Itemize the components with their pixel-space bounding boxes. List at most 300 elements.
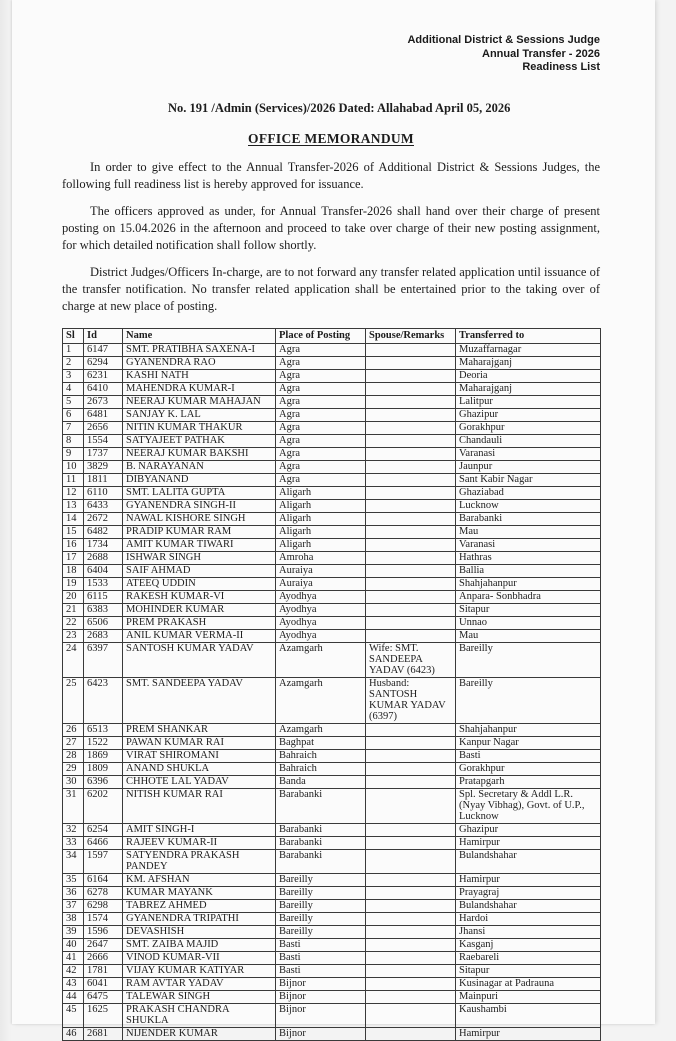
table-cell: Ayodhya — [276, 616, 366, 629]
table-cell: 6110 — [84, 486, 123, 499]
table-cell — [366, 823, 456, 836]
table-cell: 14 — [63, 512, 84, 525]
table-row — [63, 603, 601, 616]
table-cell: 10 — [63, 460, 84, 473]
table-cell: SMT. ZAIBA MAJID — [123, 938, 276, 951]
table-row — [63, 938, 601, 951]
table-cell: Kaushambi — [456, 1003, 601, 1027]
table-cell: Deoria — [456, 369, 601, 382]
table-cell: Ghazipur — [456, 823, 601, 836]
table-cell: 22 — [63, 616, 84, 629]
table-cell: 27 — [63, 736, 84, 749]
memo-paragraph-1: In order to give effect to the Annual Transfer-2026 of Additional District & Sessions Judges, the following full readiness list is hereby approved for issuance. — [62, 159, 600, 191]
table-cell: Azamgarh — [276, 723, 366, 736]
table-cell: 1869 — [84, 749, 123, 762]
table-cell: 6506 — [84, 616, 123, 629]
table-cell: Barabanki — [456, 512, 601, 525]
table-cell: 46 — [63, 1027, 84, 1040]
table-cell: CHHOTE LAL YADAV — [123, 775, 276, 788]
table-cell: 37 — [63, 899, 84, 912]
table-cell: Mau — [456, 525, 601, 538]
table-cell: PRAKASH CHANDRA SHUKLA — [123, 1003, 276, 1027]
table-cell: Prayagraj — [456, 886, 601, 899]
table-cell: Lucknow — [456, 499, 601, 512]
table-cell: 28 — [63, 749, 84, 762]
table-cell: 6147 — [84, 343, 123, 356]
table-cell: 42 — [63, 964, 84, 977]
table-cell: Bareilly — [456, 677, 601, 723]
table-cell: 6383 — [84, 603, 123, 616]
table-cell: 6294 — [84, 356, 123, 369]
table-cell: 39 — [63, 925, 84, 938]
table-cell: Auraiya — [276, 564, 366, 577]
table-row — [63, 538, 601, 551]
table-cell: 6278 — [84, 886, 123, 899]
table-cell: 1781 — [84, 964, 123, 977]
table-row — [63, 977, 601, 990]
table-row — [63, 886, 601, 899]
table-cell: NITISH KUMAR RAI — [123, 788, 276, 823]
doc-header-line2: Annual Transfer - 2026 — [482, 47, 600, 60]
table-cell: 1737 — [84, 447, 123, 460]
table-cell: 6475 — [84, 990, 123, 1003]
table-cell: SMT. LALITA GUPTA — [123, 486, 276, 499]
table-cell: VINOD KUMAR-VII — [123, 951, 276, 964]
table-cell: Hamirpur — [456, 873, 601, 886]
table-cell: Sant Kabir Nagar — [456, 473, 601, 486]
table-cell: 2656 — [84, 421, 123, 434]
table-cell: 6410 — [84, 382, 123, 395]
table-cell: Spl. Secretary & Addl L.R. (Nyay Vibhag), Govt. of U.P., Lucknow — [456, 788, 601, 823]
table-row — [63, 749, 601, 762]
table-row — [63, 762, 601, 775]
table-cell — [366, 525, 456, 538]
table-cell: 4 — [63, 382, 84, 395]
column-header-name: Name — [123, 328, 276, 343]
table-row — [63, 925, 601, 938]
table-cell: MAHENDRA KUMAR-I — [123, 382, 276, 395]
table-cell: 1533 — [84, 577, 123, 590]
table-cell: Hardoi — [456, 912, 601, 925]
table-row — [63, 677, 601, 723]
table-cell — [366, 775, 456, 788]
table-cell — [366, 1027, 456, 1040]
table-row — [63, 629, 601, 642]
table-cell: Agra — [276, 421, 366, 434]
table-cell: Agra — [276, 395, 366, 408]
document-page — [12, 0, 655, 1039]
doc-header — [62, 34, 600, 75]
table-cell: Aligarh — [276, 538, 366, 551]
table-cell: Aligarh — [276, 486, 366, 499]
table-cell: Lalitpur — [456, 395, 601, 408]
transfer-table — [62, 328, 601, 1041]
table-cell: Aligarh — [276, 499, 366, 512]
table-cell — [366, 564, 456, 577]
table-cell: Jaunpur — [456, 460, 601, 473]
table-cell: Ghazipur — [456, 408, 601, 421]
table-cell: PRADIP KUMAR RAM — [123, 525, 276, 538]
table-cell: 20 — [63, 590, 84, 603]
table-cell: 21 — [63, 603, 84, 616]
table-cell: SMT. SANDEEPA YADAV — [123, 677, 276, 723]
table-cell — [366, 938, 456, 951]
table-cell: 2666 — [84, 951, 123, 964]
table-row — [63, 616, 601, 629]
table-cell: Hathras — [456, 551, 601, 564]
table-row — [63, 486, 601, 499]
table-cell: TALEWAR SINGH — [123, 990, 276, 1003]
table-row — [63, 525, 601, 538]
table-cell — [366, 395, 456, 408]
table-cell: 6404 — [84, 564, 123, 577]
table-cell: Barabanki — [276, 788, 366, 823]
table-cell: Bahraich — [276, 762, 366, 775]
table-cell: 2672 — [84, 512, 123, 525]
table-row — [63, 395, 601, 408]
table-row — [63, 564, 601, 577]
column-header-spouse-remarks: Spouse/Remarks — [366, 328, 456, 343]
table-cell: 38 — [63, 912, 84, 925]
table-cell — [366, 836, 456, 849]
table-cell — [366, 925, 456, 938]
table-cell — [366, 408, 456, 421]
table-cell — [366, 499, 456, 512]
table-cell: Ayodhya — [276, 603, 366, 616]
table-cell: 33 — [63, 836, 84, 849]
table-cell — [366, 473, 456, 486]
table-cell — [366, 486, 456, 499]
table-row — [63, 421, 601, 434]
table-cell: SAIF AHMAD — [123, 564, 276, 577]
table-cell: ANAND SHUKLA — [123, 762, 276, 775]
table-cell: TABREZ AHMED — [123, 899, 276, 912]
table-cell: 16 — [63, 538, 84, 551]
table-cell: 1574 — [84, 912, 123, 925]
table-cell: 3829 — [84, 460, 123, 473]
memo-title: OFFICE MEMORANDUM — [248, 130, 414, 146]
table-cell: 13 — [63, 499, 84, 512]
table-cell — [366, 356, 456, 369]
table-cell: Bareilly — [276, 873, 366, 886]
table-cell: Ayodhya — [276, 590, 366, 603]
table-cell: GYANENDRA SINGH-II — [123, 499, 276, 512]
table-cell: Barabanki — [276, 823, 366, 836]
table-cell: Baghpat — [276, 736, 366, 749]
table-cell: Raebareli — [456, 951, 601, 964]
table-cell: Azamgarh — [276, 677, 366, 723]
table-cell: Agra — [276, 343, 366, 356]
table-row — [63, 343, 601, 356]
table-cell: DIBYANAND — [123, 473, 276, 486]
table-cell: 44 — [63, 990, 84, 1003]
table-cell: PREM PRAKASH — [123, 616, 276, 629]
table-cell: KASHI NATH — [123, 369, 276, 382]
table-cell: ISHWAR SINGH — [123, 551, 276, 564]
table-cell: 6115 — [84, 590, 123, 603]
table-row — [63, 577, 601, 590]
table-cell: 2683 — [84, 629, 123, 642]
table-row — [63, 823, 601, 836]
table-cell: 36 — [63, 886, 84, 899]
table-cell: 1 — [63, 343, 84, 356]
table-row — [63, 642, 601, 677]
table-row — [63, 736, 601, 749]
table-cell — [366, 736, 456, 749]
table-cell: Bahraich — [276, 749, 366, 762]
column-header-place-of-posting: Place of Posting — [276, 328, 366, 343]
table-cell: 6202 — [84, 788, 123, 823]
table-cell: 32 — [63, 823, 84, 836]
table-cell — [366, 538, 456, 551]
table-cell — [366, 577, 456, 590]
table-cell: 2681 — [84, 1027, 123, 1040]
table-cell: SANTOSH KUMAR YADAV — [123, 642, 276, 677]
table-cell: 5 — [63, 395, 84, 408]
table-cell: Basti — [276, 938, 366, 951]
table-row — [63, 723, 601, 736]
table-row — [63, 1027, 601, 1040]
table-cell — [366, 723, 456, 736]
table-cell: 11 — [63, 473, 84, 486]
table-cell: 8 — [63, 434, 84, 447]
doc-header-line3: Readiness List — [522, 61, 600, 73]
table-cell: Gorakhpur — [456, 762, 601, 775]
table-cell: NAWAL KISHORE SINGH — [123, 512, 276, 525]
column-header-id: Id — [84, 328, 123, 343]
table-cell: 1734 — [84, 538, 123, 551]
table-cell: 17 — [63, 551, 84, 564]
table-cell: 6 — [63, 408, 84, 421]
table-cell: Barabanki — [276, 836, 366, 849]
table-cell — [366, 421, 456, 434]
table-cell: 6481 — [84, 408, 123, 421]
table-row — [63, 460, 601, 473]
table-cell: Chandauli — [456, 434, 601, 447]
table-cell: Husband: SANTOSH KUMAR YADAV (6397) — [366, 677, 456, 723]
table-cell: Bareilly — [276, 899, 366, 912]
table-cell: Bijnor — [276, 1027, 366, 1040]
table-cell: 41 — [63, 951, 84, 964]
table-row — [63, 356, 601, 369]
table-row — [63, 590, 601, 603]
table-cell: Bulandshahar — [456, 899, 601, 912]
table-cell: ANIL KUMAR VERMA-II — [123, 629, 276, 642]
table-cell: 6423 — [84, 677, 123, 723]
table-cell: 3 — [63, 369, 84, 382]
table-cell: Bulandshahar — [456, 849, 601, 873]
table-cell: Agra — [276, 408, 366, 421]
table-header-row — [63, 328, 601, 343]
table-row — [63, 382, 601, 395]
table-cell: 6396 — [84, 775, 123, 788]
table-cell: SATYAJEET PATHAK — [123, 434, 276, 447]
table-cell: Sitapur — [456, 603, 601, 616]
table-cell: Shahjahanpur — [456, 577, 601, 590]
table-cell — [366, 1003, 456, 1027]
table-cell: Agra — [276, 434, 366, 447]
table-cell: Unnao — [456, 616, 601, 629]
table-cell: Amroha — [276, 551, 366, 564]
table-cell: Varanasi — [456, 538, 601, 551]
table-cell: Basti — [276, 964, 366, 977]
table-cell: B. NARAYANAN — [123, 460, 276, 473]
table-cell: 40 — [63, 938, 84, 951]
table-cell: Agra — [276, 473, 366, 486]
table-cell: GYANENDRA TRIPATHI — [123, 912, 276, 925]
table-cell — [366, 951, 456, 964]
table-cell: Agra — [276, 447, 366, 460]
reference-line: No. 191 /Admin (Services)/2026 Dated: Allahabad April 05, 2026 — [168, 100, 511, 115]
column-header-sl: Sl — [63, 328, 84, 343]
table-cell: 34 — [63, 849, 84, 873]
table-cell: 6041 — [84, 977, 123, 990]
table-cell: Ballia — [456, 564, 601, 577]
table-cell: 31 — [63, 788, 84, 823]
table-cell: Maharajganj — [456, 356, 601, 369]
table-cell — [366, 447, 456, 460]
table-cell: 1809 — [84, 762, 123, 775]
table-cell: Gorakhpur — [456, 421, 601, 434]
table-row — [63, 964, 601, 977]
table-cell: SATYENDRA PRAKASH PANDEY — [123, 849, 276, 873]
table-row — [63, 899, 601, 912]
table-cell: 6482 — [84, 525, 123, 538]
table-row — [63, 447, 601, 460]
table-cell: 1811 — [84, 473, 123, 486]
table-row — [63, 434, 601, 447]
memo-paragraph-3: District Judges/Officers In-charge, are to not forward any transfer related application until issuance of the transfer notification. No transfer related application shall be entertained prior to the taking over of charge at new place of posting. — [62, 264, 600, 313]
table-cell: Barabanki — [276, 849, 366, 873]
table-cell: 26 — [63, 723, 84, 736]
table-cell — [366, 603, 456, 616]
table-cell: 1522 — [84, 736, 123, 749]
table-cell: NEERAJ KUMAR BAKSHI — [123, 447, 276, 460]
table-row — [63, 836, 601, 849]
table-cell: Jhansi — [456, 925, 601, 938]
table-row — [63, 951, 601, 964]
table-cell: 25 — [63, 677, 84, 723]
table-row — [63, 408, 601, 421]
table-cell: RAJEEV KUMAR-II — [123, 836, 276, 849]
table-cell — [366, 977, 456, 990]
table-cell: MOHINDER KUMAR — [123, 603, 276, 616]
table-cell: Agra — [276, 382, 366, 395]
table-row — [63, 873, 601, 886]
table-cell — [366, 629, 456, 642]
table-cell: PREM SHANKAR — [123, 723, 276, 736]
table-row — [63, 473, 601, 486]
table-cell: GYANENDRA RAO — [123, 356, 276, 369]
table-cell — [366, 369, 456, 382]
table-cell: Kasganj — [456, 938, 601, 951]
table-cell: 2 — [63, 356, 84, 369]
table-cell: 7 — [63, 421, 84, 434]
table-cell: Auraiya — [276, 577, 366, 590]
table-cell: NEERAJ KUMAR MAHAJAN — [123, 395, 276, 408]
table-cell — [366, 849, 456, 873]
table-cell: KM. AFSHAN — [123, 873, 276, 886]
table-row — [63, 788, 601, 823]
table-cell: Wife: SMT. SANDEEPA YADAV (6423) — [366, 642, 456, 677]
table-cell: 43 — [63, 977, 84, 990]
table-cell: 9 — [63, 447, 84, 460]
table-cell: 19 — [63, 577, 84, 590]
table-cell — [366, 749, 456, 762]
table-cell: Bijnor — [276, 977, 366, 990]
table-cell: NIJENDER KUMAR — [123, 1027, 276, 1040]
column-header-transferred-to: Transferred to — [456, 328, 601, 343]
table-cell — [366, 964, 456, 977]
table-cell: Aligarh — [276, 525, 366, 538]
table-cell: AMIT SINGH-I — [123, 823, 276, 836]
table-cell — [366, 382, 456, 395]
table-cell: Banda — [276, 775, 366, 788]
table-cell: Agra — [276, 356, 366, 369]
table-cell: VIJAY KUMAR KATIYAR — [123, 964, 276, 977]
table-cell: 23 — [63, 629, 84, 642]
table-cell: NITIN KUMAR THAKUR — [123, 421, 276, 434]
table-cell: 30 — [63, 775, 84, 788]
table-cell: 2647 — [84, 938, 123, 951]
table-cell: KUMAR MAYANK — [123, 886, 276, 899]
table-cell: AMIT KUMAR TIWARI — [123, 538, 276, 551]
table-cell: 1597 — [84, 849, 123, 873]
table-cell — [366, 990, 456, 1003]
table-cell: 6164 — [84, 873, 123, 886]
table-cell: Agra — [276, 369, 366, 382]
table-cell: PAWAN KUMAR RAI — [123, 736, 276, 749]
table-cell: Bareilly — [276, 912, 366, 925]
doc-header-line1: Additional District & Sessions Judge — [407, 34, 600, 46]
table-cell — [366, 460, 456, 473]
table-cell — [366, 762, 456, 775]
table-cell: 1554 — [84, 434, 123, 447]
table-cell: 2673 — [84, 395, 123, 408]
table-cell — [366, 590, 456, 603]
table-cell — [366, 886, 456, 899]
table-cell: VIRAT SHIROMANI — [123, 749, 276, 762]
table-cell: Pratapgarh — [456, 775, 601, 788]
table-cell: Bijnor — [276, 990, 366, 1003]
table-cell: Basti — [456, 749, 601, 762]
table-row — [63, 990, 601, 1003]
table-cell — [366, 873, 456, 886]
table-cell: 1625 — [84, 1003, 123, 1027]
table-cell: 45 — [63, 1003, 84, 1027]
table-cell: 24 — [63, 642, 84, 677]
table-cell: Kusinagar at Padrauna — [456, 977, 601, 990]
table-cell: Ayodhya — [276, 629, 366, 642]
table-cell: ATEEQ UDDIN — [123, 577, 276, 590]
table-cell: Bijnor — [276, 1003, 366, 1027]
table-cell — [366, 899, 456, 912]
table-cell: 35 — [63, 873, 84, 886]
table-cell: 6254 — [84, 823, 123, 836]
table-cell: 6298 — [84, 899, 123, 912]
table-cell: Varanasi — [456, 447, 601, 460]
table-row — [63, 912, 601, 925]
table-cell: Anpara- Sonbhadra — [456, 590, 601, 603]
table-cell — [366, 434, 456, 447]
document-content — [12, 0, 655, 1041]
table-cell: 6231 — [84, 369, 123, 382]
table-cell: Ghaziabad — [456, 486, 601, 499]
table-row — [63, 512, 601, 525]
table-cell: Aligarh — [276, 512, 366, 525]
table-cell: Maharajganj — [456, 382, 601, 395]
table-row — [63, 775, 601, 788]
